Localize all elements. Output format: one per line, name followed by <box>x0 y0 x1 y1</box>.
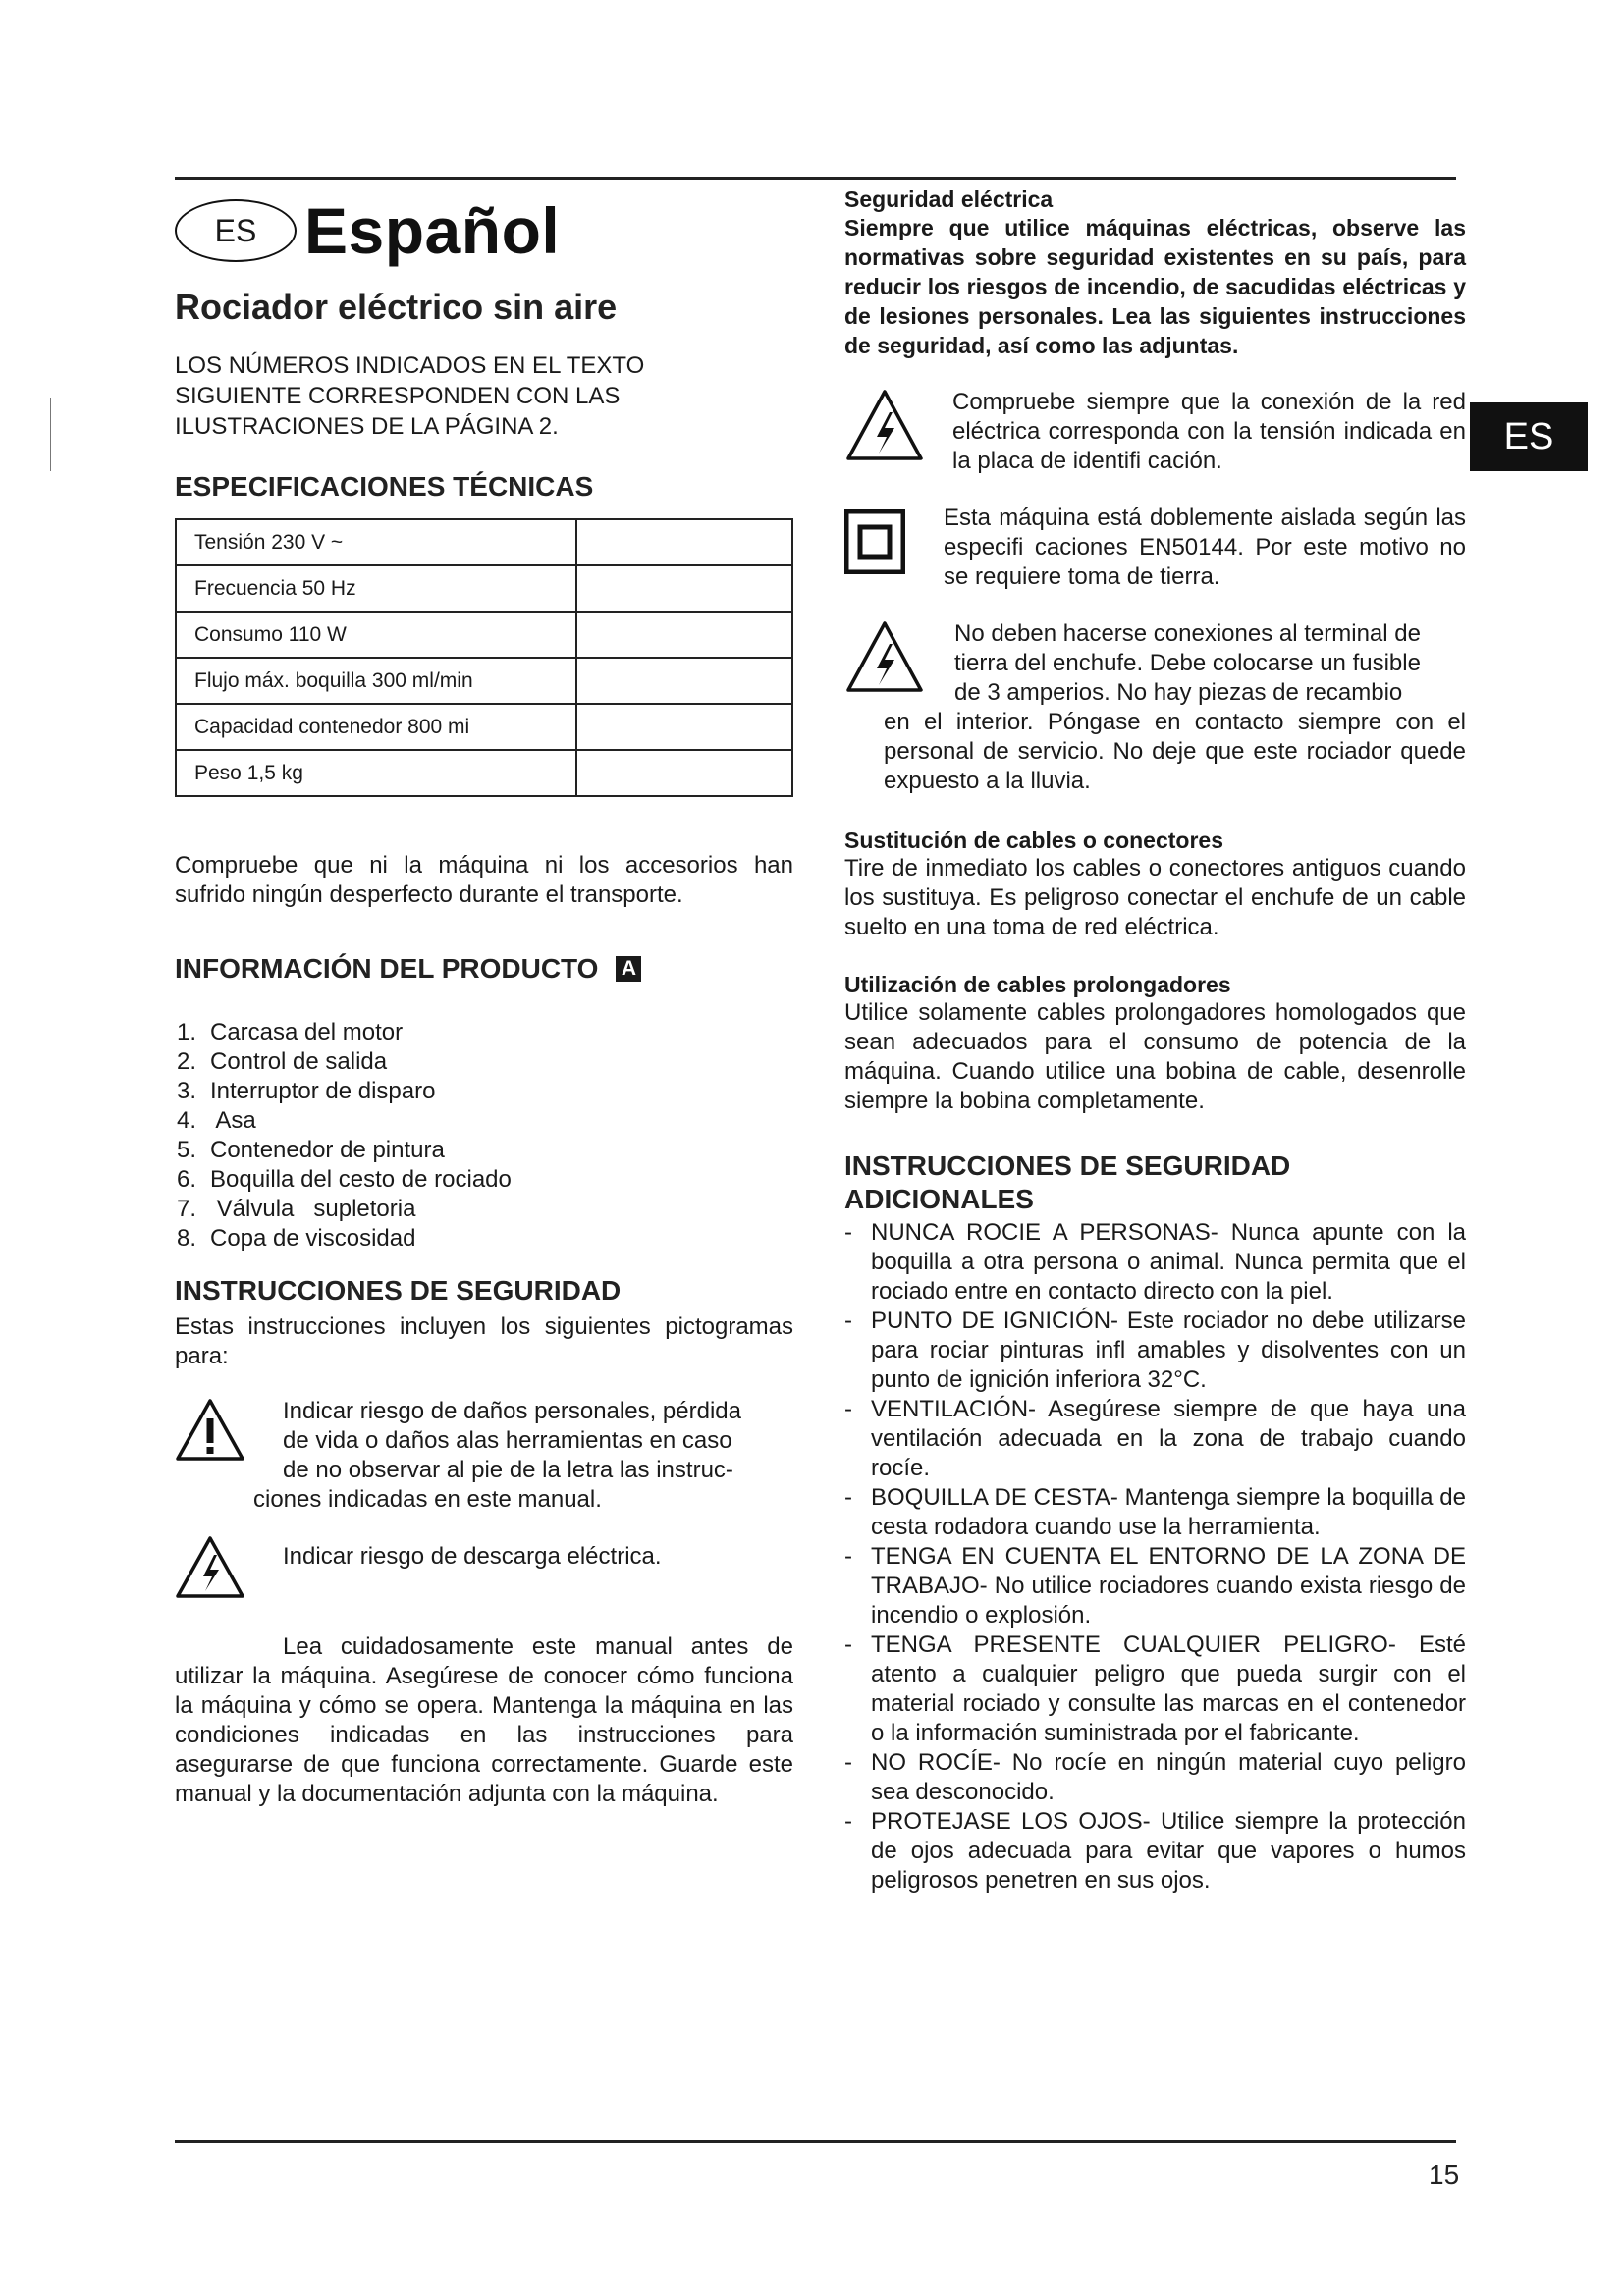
table-row <box>176 612 792 658</box>
part-label: Boquilla del cesto de rociado <box>210 1166 512 1193</box>
spec-label: Frecuencia 50 Hz <box>176 565 576 612</box>
figure-label-badge: A <box>616 956 641 982</box>
part-number: 4. <box>177 1107 197 1134</box>
dash-bullet: - <box>844 1749 852 1776</box>
page-number: 15 <box>1429 2160 1460 2190</box>
voltage-warning <box>844 388 1466 476</box>
table-row <box>176 519 792 565</box>
warning-exclamation-icon <box>175 1397 245 1462</box>
part-number: 7. <box>177 1196 197 1222</box>
electrical-safety-heading: Seguridad eléctrica <box>844 187 1054 212</box>
table-row <box>176 704 792 750</box>
spec-value <box>576 704 792 750</box>
list-item <box>175 1165 793 1195</box>
language-code-badge: ES <box>175 199 297 262</box>
part-label: Copa de viscosidad <box>210 1225 416 1252</box>
electric-shock-icon <box>844 619 925 694</box>
part-number: 8. <box>177 1225 197 1252</box>
spec-value <box>576 750 792 796</box>
read-manual-text: Lea cuidadosamente este manual antes de utilizar la máquina. Asegúrese de conocer cómo funciona la máquina y cómo se opera. Mantenga la máquina en las condiciones indicadas en las instrucciones para asegurarse de que funciona correctamente. Guarde este manual y la documentación adjunta con la máquina. <box>175 1633 793 1807</box>
list-item <box>175 1047 793 1077</box>
spec-label: Capacidad contenedor 800 mi <box>176 704 576 750</box>
list-item <box>844 1218 1466 1307</box>
left-column <box>175 182 793 1809</box>
table-row <box>176 565 792 612</box>
spec-label: Peso 1,5 kg <box>176 750 576 796</box>
electrical-safety-bold-text: Siempre que utilice máquinas eléctricas, observe las normativas sobre seguridad existentes en su país, para reducir los riesgos de incendio, de sacudidas eléctricas y de lesiones personales. Lea las siguientes instrucciones de seguridad, así como las adjuntas. <box>844 215 1466 358</box>
pictogram-line: Indicar riesgo de daños personales, pérdida <box>283 1398 741 1424</box>
part-number: 2. <box>177 1048 197 1075</box>
dash-bullet: - <box>844 1631 852 1658</box>
extension-heading: Utilización de cables prolongadores <box>844 972 1231 997</box>
product-info-heading <box>175 953 793 985</box>
part-label: Válvula supletoria <box>210 1196 416 1222</box>
dash-bullet: - <box>844 1396 852 1422</box>
top-rule <box>175 177 1456 180</box>
table-row <box>176 750 792 796</box>
list-item-text: NUNCA ROCIE A PERSONAS- Nunca apunte con la boquilla a otra persona o animal. Nunca permita que el rociado entre en contacto directo con la piel. <box>871 1219 1466 1305</box>
spec-value <box>576 519 792 565</box>
spec-value <box>576 612 792 658</box>
earth-text <box>844 619 1466 708</box>
list-item <box>844 1748 1466 1807</box>
list-item <box>844 1807 1466 1896</box>
list-item <box>175 1077 793 1106</box>
part-label: Carcasa del motor <box>210 1019 404 1045</box>
table-row <box>176 658 792 704</box>
pictogram-block <box>175 1534 793 1595</box>
cables-heading: Sustitución de cables o conectores <box>844 828 1223 853</box>
intro-line: ILUSTRACIONES DE LA PÁGINA 2. <box>175 413 559 440</box>
pictogram-2-text: Indicar riesgo de descarga eléctrica. <box>283 1543 662 1570</box>
intro-line: LOS NÚMEROS INDICADOS EN EL TEXTO <box>175 352 645 379</box>
double-insulation-icon <box>844 509 905 574</box>
part-number: 3. <box>177 1078 197 1104</box>
part-number: 1. <box>177 1019 197 1045</box>
intro-note <box>175 350 793 442</box>
list-item <box>175 1018 793 1047</box>
margin-mark <box>50 398 51 471</box>
double-insulation-note <box>844 504 1466 592</box>
dash-bullet: - <box>844 1219 852 1246</box>
language-title: Español <box>304 194 561 267</box>
additional-safety-heading: INSTRUCCIONES DE SEGURIDAD ADICIONALES <box>844 1150 1291 1214</box>
list-item <box>844 1307 1466 1395</box>
spec-value <box>576 565 792 612</box>
pictogram-block <box>175 1397 793 1515</box>
list-item <box>175 1195 793 1224</box>
list-item-text: PUNTO DE IGNICIÓN- Este rociador no debe utilizarse para rociar pinturas infl amables y disolventes con un punto de ignición inferiora 32°C. <box>871 1308 1466 1393</box>
part-label: Asa <box>210 1107 256 1134</box>
electric-shock-icon <box>175 1534 245 1599</box>
earth-line: tierra del enchufe. Debe colocarse un fusible <box>954 650 1421 676</box>
pictogram-line: de vida o daños alas herramientas en caso <box>283 1427 732 1454</box>
part-label: Control de salida <box>210 1048 388 1075</box>
language-header <box>175 187 793 275</box>
safety-intro: Estas instrucciones incluyen los siguientes pictogramas para: <box>175 1313 793 1369</box>
spec-label: Flujo máx. boquilla 300 ml/min <box>176 658 576 704</box>
list-item <box>175 1106 793 1136</box>
bottom-rule <box>175 2140 1456 2143</box>
transport-check-text: Compruebe que ni la máquina ni los accesorios han sufrido ningún desperfecto durante el transporte. <box>175 852 793 908</box>
electric-shock-icon <box>844 388 925 462</box>
spec-table <box>175 518 793 797</box>
earth-line: No deben hacerse conexiones al terminal de <box>954 620 1421 647</box>
part-label: Interruptor de disparo <box>210 1078 436 1104</box>
dash-bullet: - <box>844 1543 852 1570</box>
list-item-text: VENTILACIÓN- Asegúrese siempre de que haya una ventilación adecuada en la zona de trabajo cuando rocíe. <box>871 1396 1466 1481</box>
list-item <box>844 1395 1466 1483</box>
part-number: 6. <box>177 1166 197 1193</box>
list-item-text: BOQUILLA DE CESTA- Mantenga siempre la boquilla de cesta rodadora cuando use la herramienta. <box>871 1484 1466 1540</box>
dash-bullet: - <box>844 1808 852 1835</box>
part-label: Contenedor de pintura <box>210 1137 445 1163</box>
additional-safety-list <box>844 1218 1466 1896</box>
earth-warning <box>844 619 1466 796</box>
list-item <box>844 1483 1466 1542</box>
pictogram-line: de no observar al pie de la letra las instruc- <box>283 1457 733 1483</box>
parts-list <box>175 1018 793 1254</box>
list-item-text: NO ROCÍE- No rocíe en ningún material cuyo peligro sea desconocido. <box>871 1749 1466 1805</box>
list-item <box>175 1136 793 1165</box>
intro-line: SIGUIENTE CORRESPONDEN CON LAS <box>175 383 621 409</box>
spec-value <box>576 658 792 704</box>
product-title: Rociador eléctrico sin aire <box>175 287 618 327</box>
extension-text: Utilice solamente cables prolongadores homologados que sean adecuados para el consumo de potencia de la máquina. Cuando utilice una bobina de cable, desenrolle siempre la bobina completamente. <box>844 999 1466 1114</box>
list-item <box>844 1630 1466 1748</box>
right-column <box>844 187 1466 1896</box>
list-item-text: PROTEJASE LOS OJOS- Utilice siempre la protección de ojos adecuada para evitar que vapores o humos peligrosos penetren en sus ojos. <box>871 1808 1466 1894</box>
list-item <box>175 1224 793 1254</box>
double-insulation-text: Esta máquina está doblemente aislada según las especifi caciones EN50144. Por este motivo no se requiere toma de tierra. <box>944 505 1466 590</box>
list-item <box>844 1542 1466 1630</box>
spec-label: Tensión 230 V ~ <box>176 519 576 565</box>
voltage-note: Compruebe siempre que la conexión de la red eléctrica corresponda con la tensión indicada en la placa de identifi cación. <box>952 389 1466 474</box>
product-info-title: INFORMACIÓN DEL PRODUCTO <box>175 953 599 984</box>
pictogram-1-text <box>175 1397 793 1485</box>
dash-bullet: - <box>844 1484 852 1511</box>
spec-label: Consumo 110 W <box>176 612 576 658</box>
safety-heading: INSTRUCCIONES DE SEGURIDAD <box>175 1275 622 1306</box>
list-item-text: TENGA EN CUENTA EL ENTORNO DE LA ZONA DE TRABAJO- No utilice rociadores cuando exista riesgo de incendio o explosión. <box>871 1543 1466 1629</box>
earth-continuation: en el interior. Póngase en contacto siempre con el personal de servicio. No deje que este rociador quede expuesto a la lluvia. <box>884 709 1466 794</box>
list-item-text: TENGA PRESENTE CUALQUIER PELIGRO- Esté atento a cualquier peligro que pueda surgir con el material rociado y consulte las marcas en el contenedor o la información suministrada por el fabricante. <box>871 1631 1466 1746</box>
dash-bullet: - <box>844 1308 852 1334</box>
part-number: 5. <box>177 1137 197 1163</box>
cables-text: Tire de inmediato los cables o conectores antiguos cuando los sustituya. Es peligroso conectar el enchufe de un cable suelto en una toma de red eléctrica. <box>844 855 1466 940</box>
language-side-tab: ES <box>1470 402 1588 471</box>
pictogram-1-continuation: ciones indicadas en este manual. <box>253 1486 602 1513</box>
earth-line: de 3 amperios. No hay piezas de recambio <box>954 679 1403 706</box>
spec-heading: ESPECIFICACIONES TÉCNICAS <box>175 471 594 502</box>
